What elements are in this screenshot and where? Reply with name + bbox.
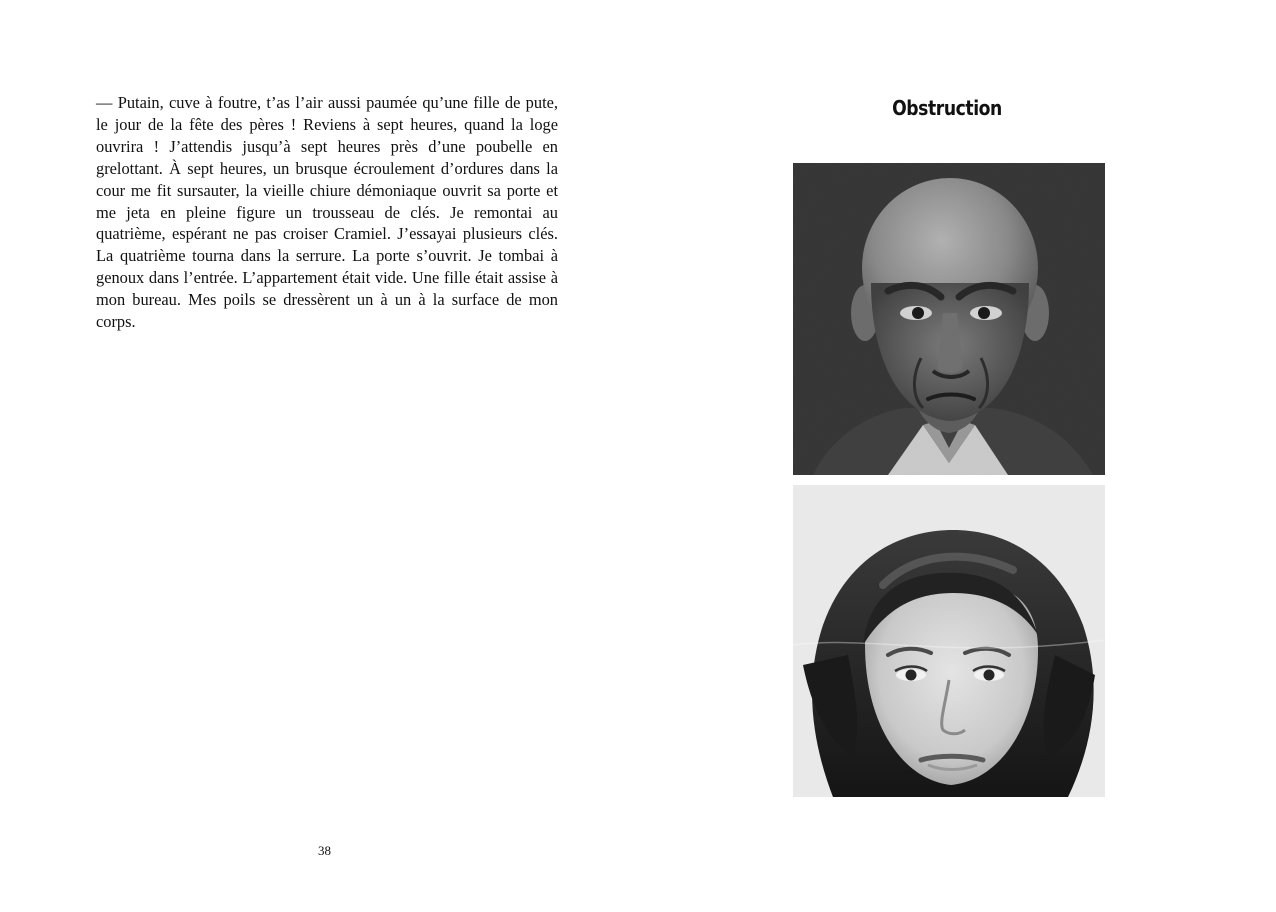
portrait-photo-young-woman xyxy=(793,485,1105,797)
right-page xyxy=(638,0,1276,912)
chapter-title: Obstruction xyxy=(892,96,1002,120)
portrait-photo-bald-man xyxy=(793,163,1105,475)
body-paragraph: — Putain, cuve à foutre, t’as l’air aussi paumée qu’une fille de pute, le jour de la fête des pères ! Reviens à sept heures, quand la loge ouvrira ! J’attendis jusqu’à sept heures près d’une poubelle en grelottant. À sept heures, un brusque écroulement d’ordures dans la cour me fit sursauter, la vieille chiure démoniaque ouvrit sa porte et me jeta en pleine figure un trousseau de clés. Je remontai au quatrième, espérant ne pas croiser Cramiel. J’essayai plusieurs clés. La quatrième tourna dans la serrure. La porte s’ouvrit. Je tombai à genoux dans l’entrée. L’appartement était vide. Une fille était assise à mon bureau. Mes poils se dressèrent un à un à la surface de mon corps. xyxy=(96,93,558,332)
page-number: 38 xyxy=(318,843,331,858)
